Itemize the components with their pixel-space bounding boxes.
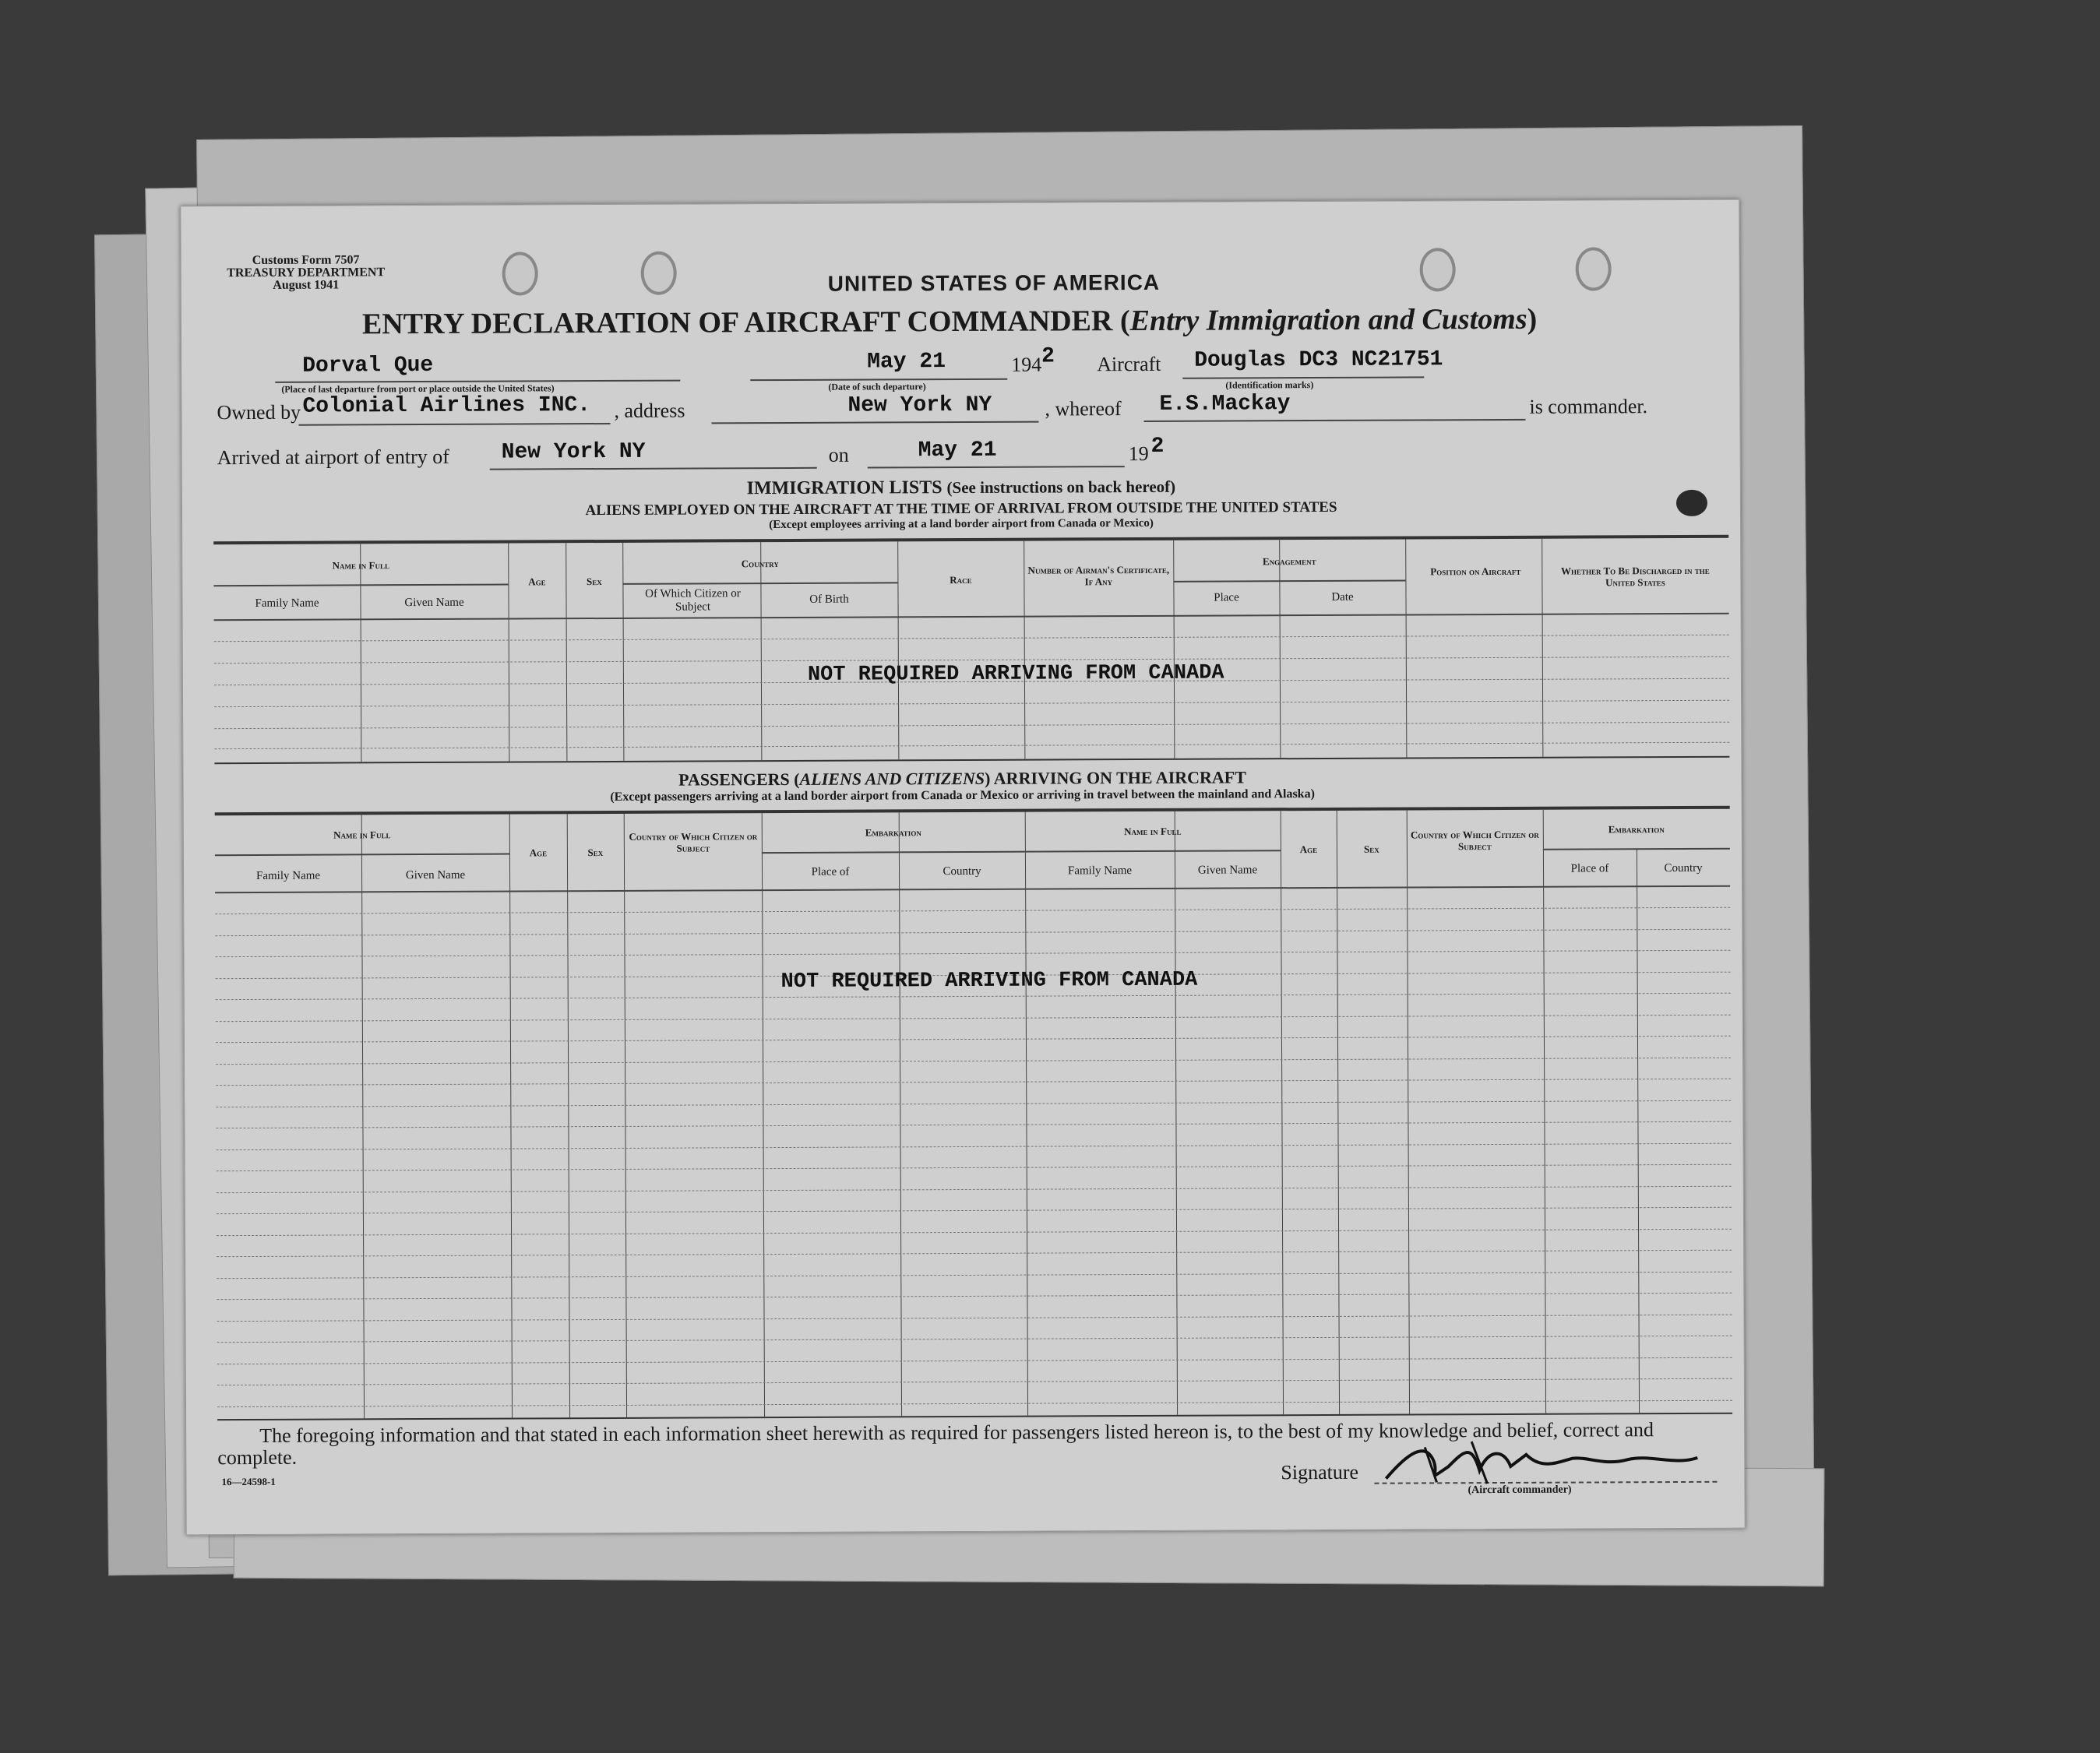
- title-main: ENTRY DECLARATION OF AIRCRAFT COMMANDER (: [361, 304, 1130, 341]
- passenger-row-line: [217, 1164, 1732, 1171]
- aircraft-id: Douglas DC3 NC21751: [1194, 347, 1443, 373]
- passenger-row-line: [217, 1399, 1732, 1406]
- form-title: [362, 302, 1537, 342]
- col-pax-country: Country: [943, 864, 981, 878]
- col-pax2-age: Age: [1299, 843, 1318, 856]
- passenger-rows: [215, 809, 1730, 815]
- arrival-year-suffix: 2: [1150, 434, 1165, 459]
- title-italic: Entry Immigration and Customs: [1129, 302, 1527, 338]
- underline: [299, 423, 611, 426]
- col-engagement: Engagement: [1262, 555, 1316, 568]
- passengers-not-required-stamp: NOT REQUIRED ARRIVING FROM CANADA: [780, 968, 1198, 994]
- title-end: ): [1527, 302, 1538, 336]
- col-pax-given-name: Given Name: [405, 868, 466, 882]
- entry-declaration-form: [180, 199, 1745, 1536]
- passenger-row-line: [216, 1121, 1731, 1128]
- passenger-row-line: [217, 1185, 1732, 1192]
- passenger-row-line: [217, 1142, 1732, 1149]
- departure-date: May 21: [867, 350, 946, 375]
- departure-place-caption: (Place of last departure from port or place outside the United States): [281, 382, 555, 395]
- col-pax2-given-name: Given Name: [1197, 864, 1258, 877]
- departure-year-prefix: 194: [1011, 353, 1042, 376]
- col-race: Race: [950, 573, 972, 586]
- arrival-year-prefix: 19: [1128, 442, 1149, 466]
- passengers-table: [215, 806, 1732, 1420]
- signature-caption: (Aircraft commander): [1468, 1484, 1572, 1497]
- col-pax2-place-of: Place of: [1570, 862, 1609, 875]
- passenger-row-line: [217, 1378, 1732, 1385]
- col-age: Age: [528, 576, 546, 588]
- address-label: , address: [614, 399, 685, 422]
- passenger-row-line: [216, 1036, 1731, 1043]
- passenger-row-line: [217, 1228, 1732, 1235]
- col-pax-sex: Sex: [587, 847, 604, 859]
- aliens-title: ALIENS EMPLOYED ON THE AIRCRAFT AT THE TIME OF ARRIVAL FROM OUTSIDE THE UNITED STATES: [585, 498, 1337, 519]
- country-heading: UNITED STATES OF AMERICA: [827, 269, 1161, 296]
- col-engagement-date: Date: [1331, 590, 1354, 604]
- departure-date-caption: (Date of such departure): [828, 381, 926, 392]
- punch-hole-icon: [1576, 247, 1612, 290]
- col-pax2-embarkation: Embarkation: [1608, 823, 1665, 836]
- passenger-row-line: [215, 907, 1730, 914]
- passengers-title-italic: ALIENS AND CITIZENS: [799, 768, 985, 789]
- passenger-row-line: [216, 1100, 1731, 1107]
- passenger-row-line: [217, 1207, 1732, 1214]
- col-airman-cert: Number of Airman's Certificate, If Any: [1027, 563, 1170, 588]
- col-country: Country: [741, 558, 779, 570]
- col-pax2-country-citizen: Country of Which Citizen or Subject: [1410, 828, 1539, 853]
- col-pax2-sex: Sex: [1363, 843, 1379, 855]
- underline: [868, 466, 1125, 468]
- departure-place: Dorval Que: [302, 353, 434, 378]
- col-pax-name-in-full: Name in Full: [333, 829, 391, 841]
- owner-address: New York NY: [847, 392, 992, 418]
- passenger-row-line: [216, 1079, 1731, 1086]
- col-pax-age: Age: [529, 847, 548, 859]
- arrival-label: Arrived at airport of entry of: [217, 445, 449, 470]
- col-given-name: Given Name: [404, 596, 464, 610]
- col-pax2-country: Country: [1664, 861, 1703, 875]
- aliens-table: [213, 535, 1729, 764]
- underline: [712, 421, 1039, 424]
- form-id-block: [217, 254, 396, 292]
- passenger-row-line: [216, 1057, 1731, 1064]
- passenger-row-line: [216, 993, 1731, 1000]
- aircraft-caption: (Identification marks): [1225, 379, 1314, 391]
- passenger-row-line: [217, 1250, 1732, 1257]
- col-of-which-citizen: Of Which Citizen or Subject: [645, 587, 741, 614]
- form-code: 16—24598-1: [221, 1475, 276, 1488]
- declaration-text: The foregoing information and that stated in each information sheet herewith as required for passengers listed hereon is, to the best of my knowledge and belief, correct and complete.: [217, 1418, 1654, 1470]
- immigration-note: (See instructions on back hereof): [946, 477, 1176, 498]
- signature-label: Signature: [1281, 1460, 1359, 1484]
- passenger-row-line: [217, 1293, 1732, 1300]
- col-family-name: Family Name: [255, 597, 319, 610]
- punch-hole-icon: [641, 252, 677, 295]
- passengers-title-a: PASSENGERS (: [678, 769, 800, 790]
- aliens-subtitle: (Except employees arriving at a land border airport from Canada or Mexico): [769, 516, 1154, 532]
- col-of-birth: Of Birth: [809, 593, 849, 606]
- arrival-date: May 21: [918, 438, 997, 463]
- passenger-row-line: [215, 928, 1730, 935]
- aliens-not-required-stamp: NOT REQUIRED ARRIVING FROM CANADA: [807, 661, 1224, 687]
- col-pax-embarkation: Embarkation: [865, 826, 921, 839]
- owner-name: Colonial Airlines INC.: [302, 393, 591, 419]
- underline: [490, 467, 817, 470]
- passengers-subtitle: (Except passengers arriving at a land border airport from Canada or Mexico or arriving in travel between the mainland and Alaska): [610, 787, 1315, 804]
- passenger-row-line: [217, 1357, 1732, 1364]
- form-date: August 1941: [273, 278, 340, 292]
- col-pax2-name-in-full: Name in Full: [1124, 825, 1182, 838]
- departure-year-suffix: 2: [1041, 344, 1055, 369]
- col-name-in-full: Name in Full: [332, 559, 390, 572]
- col-pax-country-citizen: Country of Which Citizen or Subject: [629, 830, 758, 854]
- passenger-row-line: [217, 1336, 1732, 1343]
- arrival-on-label: on: [828, 443, 849, 466]
- form-number: Customs Form 7507: [252, 253, 360, 267]
- punch-hole-icon: [502, 252, 538, 295]
- col-pax-place-of: Place of: [811, 865, 850, 878]
- aircraft-label: Aircraft: [1097, 352, 1161, 376]
- commander-name: E.S.Mackay: [1159, 392, 1291, 417]
- signature-mark: [1378, 1434, 1705, 1491]
- passenger-row-line: [217, 1271, 1732, 1278]
- col-engagement-place: Place: [1214, 591, 1239, 604]
- whereof-label: , whereof: [1045, 397, 1122, 421]
- underline: [1143, 419, 1525, 422]
- passenger-row-line: [217, 1314, 1732, 1321]
- punch-hole-icon: [1420, 248, 1456, 291]
- col-position: Position on Aircraft: [1430, 565, 1521, 578]
- passenger-row-line: [216, 1014, 1731, 1021]
- immigration-title-text: IMMIGRATION LISTS: [746, 477, 943, 499]
- col-sex: Sex: [586, 576, 602, 588]
- commander-suffix: is commander.: [1529, 395, 1648, 418]
- col-discharged: Whether To Be Discharged in the United States: [1560, 564, 1710, 589]
- ink-blot-icon: [1676, 490, 1707, 516]
- passenger-row-line: [215, 950, 1730, 957]
- owned-by-label: Owned by: [217, 400, 301, 424]
- passengers-title-b: ) ARRIVING ON THE AIRCRAFT: [985, 767, 1246, 788]
- department: TREASURY DEPARTMENT: [227, 266, 386, 280]
- arrival-airport: New York NY: [501, 439, 646, 465]
- col-pax-family-name: Family Name: [255, 869, 321, 882]
- col-pax2-family-name: Family Name: [1067, 864, 1133, 878]
